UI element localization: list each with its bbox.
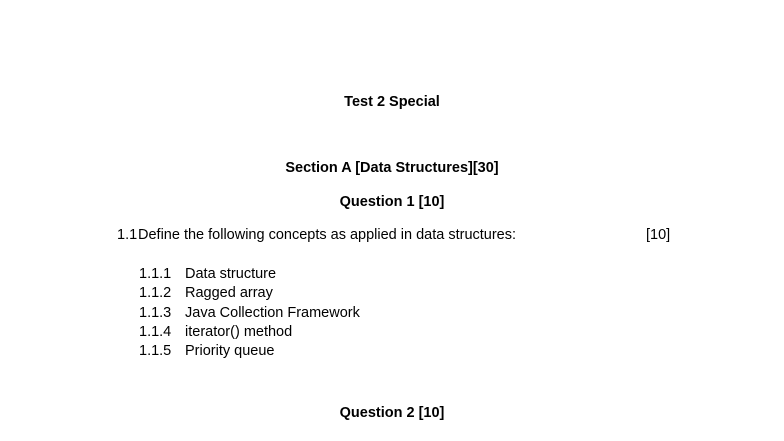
subquestion-number: 1.1.5 (139, 343, 172, 360)
question-1-heading: Question 1 [10] (339, 194, 445, 210)
subquestion-number: 1.1.1 (139, 266, 172, 282)
list-item (139, 342, 439, 361)
subquestion-number: 1.1.3 (139, 304, 172, 321)
list-item (139, 323, 439, 342)
subquestion-list (139, 265, 439, 361)
question-1-1 (117, 226, 677, 244)
subquestion-text: Java Collection Framework (185, 304, 360, 321)
subquestion-text: Data structure (185, 266, 277, 282)
question-2-heading: Question 2 [10] (339, 405, 445, 421)
subquestion-number: 1.1.4 (139, 323, 172, 340)
document-title: Test 2 Special (344, 94, 440, 110)
list-item (139, 265, 439, 284)
question-marks: [10] (646, 227, 671, 243)
subquestion-text: Ragged array (185, 285, 273, 302)
subquestion-text: Priority queue (185, 343, 275, 360)
list-item (139, 304, 439, 323)
list-item (139, 284, 439, 303)
subquestion-number: 1.1.2 (139, 285, 172, 302)
section-heading: Section A [Data Structures][30] (285, 160, 499, 176)
cut-off-text-line (117, 436, 677, 441)
subquestion-text: iterator() method (185, 323, 293, 340)
question-text: Define the following concepts as applied in data structures: (138, 227, 517, 243)
question-number: 1.1 (117, 227, 138, 243)
